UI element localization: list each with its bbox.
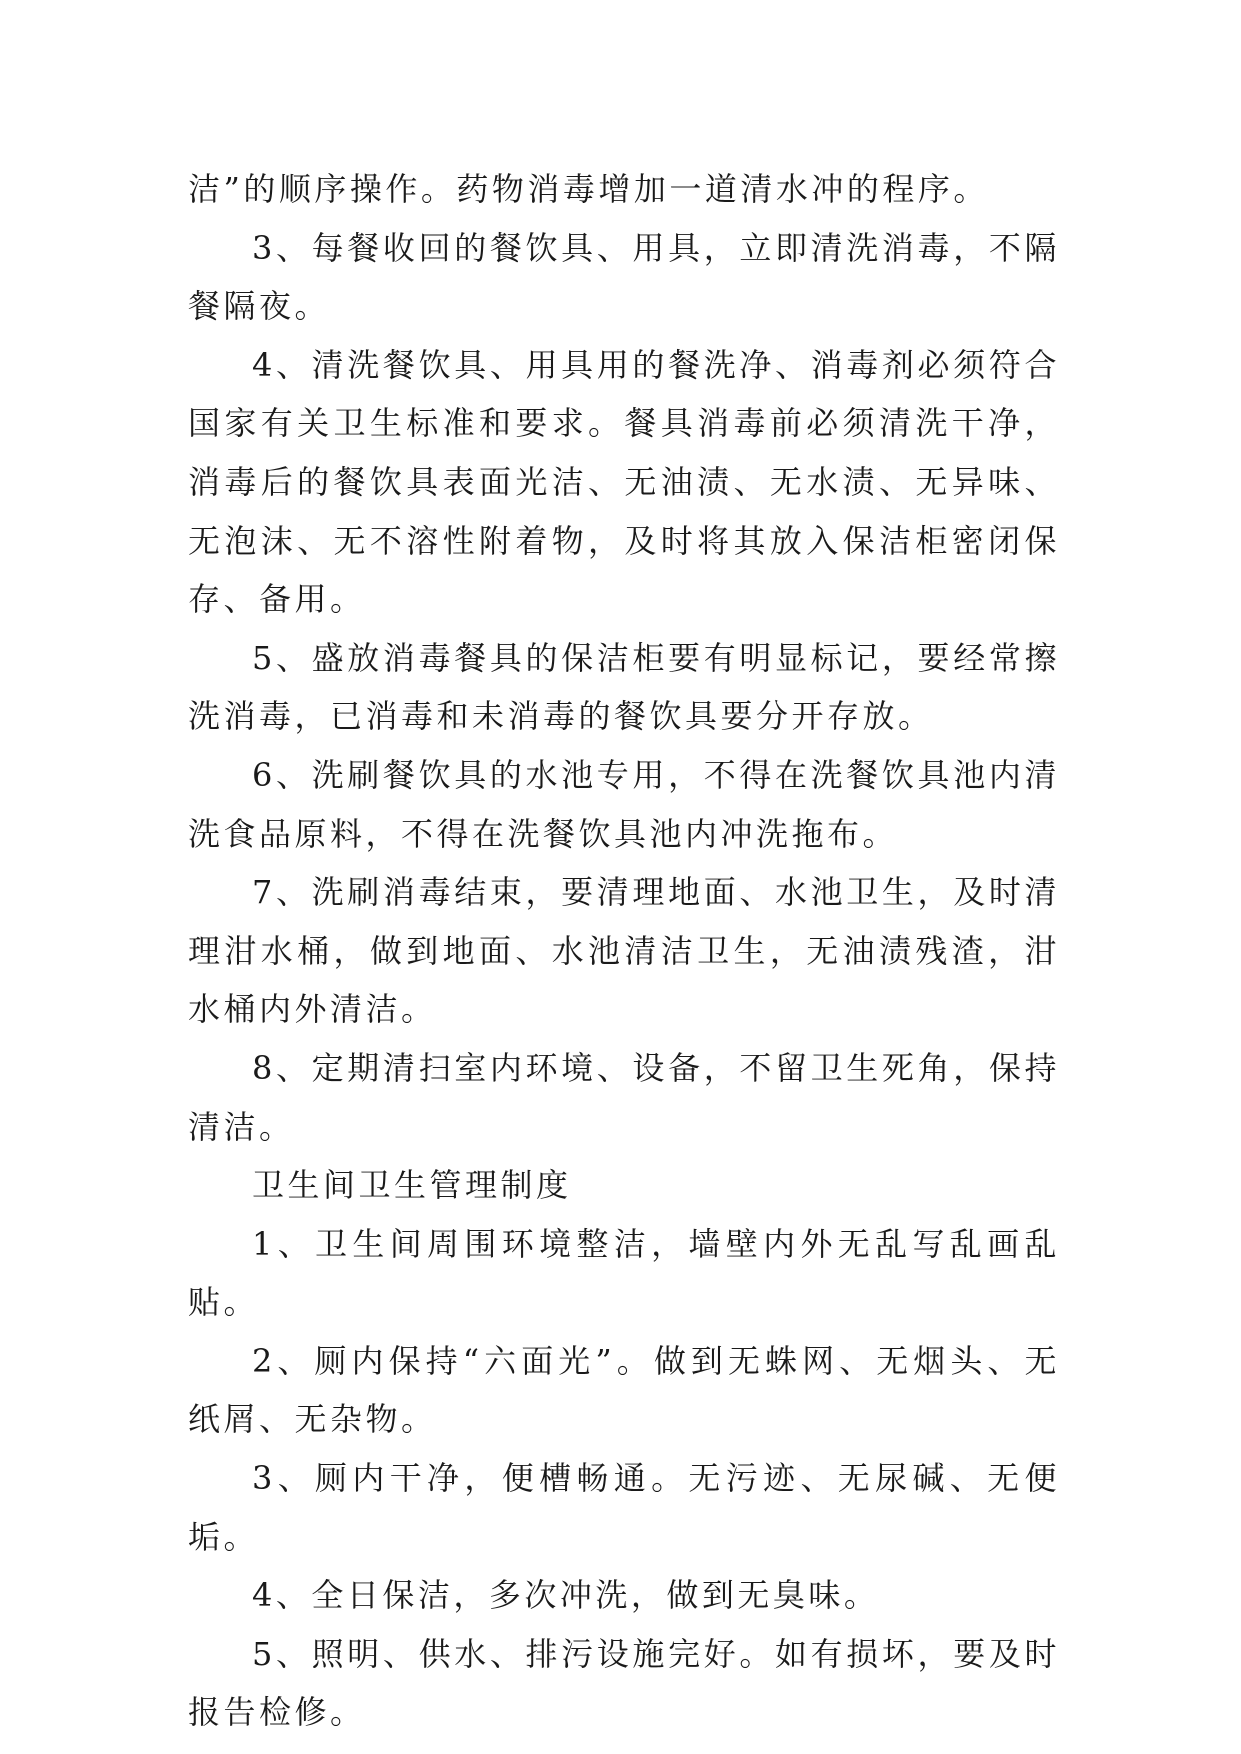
paragraph-item-6: 6、洗刷餐饮具的水池专用，不得在洗餐饮具池内清洗食品原料，不得在洗餐饮具池内冲洗拖布。 <box>188 755 1060 853</box>
paragraph-item-5: 5、盛放消毒餐具的保洁柜要有明显标记，要经常擦洗消毒，已消毒和未消毒的餐饮具要分开存放。 <box>188 638 1060 736</box>
document-body <box>188 160 1060 1742</box>
paragraph-restroom-3: 3、厕内干净，便槽畅通。无污迹、无尿碱、无便垢。 <box>188 1459 1060 1556</box>
paragraph-restroom-5: 5、照明、供水、排污设施完好。如有损坏，要及时报告检修。 <box>188 1634 1060 1732</box>
paragraph-restroom-4: 4、全日保洁，多次冲洗，做到无臭味。 <box>252 1576 880 1615</box>
paragraph-restroom-2: 2、厕内保持“六面光”。做到无蛛网、无烟头、无纸屑、无杂物。 <box>188 1341 1060 1439</box>
paragraph-item-4: 4、清洗餐饮具、用具用的餐洗净、消毒剂必须符合国家有关卫生标准和要求。餐具消毒前必须清洗干净，消毒后的餐饮具表面光洁、无油渍、无水渍、无异味、无泡沫、无不溶性附着物，及时将其放入保洁柜密闭保存、备用。 <box>188 345 1060 619</box>
paragraph-item-8: 8、定期清扫室内环境、设备，不留卫生死角，保持清洁。 <box>188 1048 1060 1146</box>
paragraph-item-3: 3、每餐收回的餐饮具、用具，立即清洗消毒，不隔餐隔夜。 <box>188 228 1060 326</box>
section-heading: 卫生间卫生管理制度 <box>252 1166 572 1205</box>
paragraph-restroom-1: 1、卫生间周围环境整洁，墙壁内外无乱写乱画乱贴。 <box>188 1224 1060 1322</box>
paragraph-item-7: 7、洗刷消毒结束，要清理地面、水池卫生，及时清理泔水桶，做到地面、水池清洁卫生，无油渍残渣，泔水桶内外清洁。 <box>188 873 1060 1029</box>
paragraph-continuation: 洁”的顺序操作。药物消毒增加一道清水冲的程序。 <box>188 170 989 208</box>
